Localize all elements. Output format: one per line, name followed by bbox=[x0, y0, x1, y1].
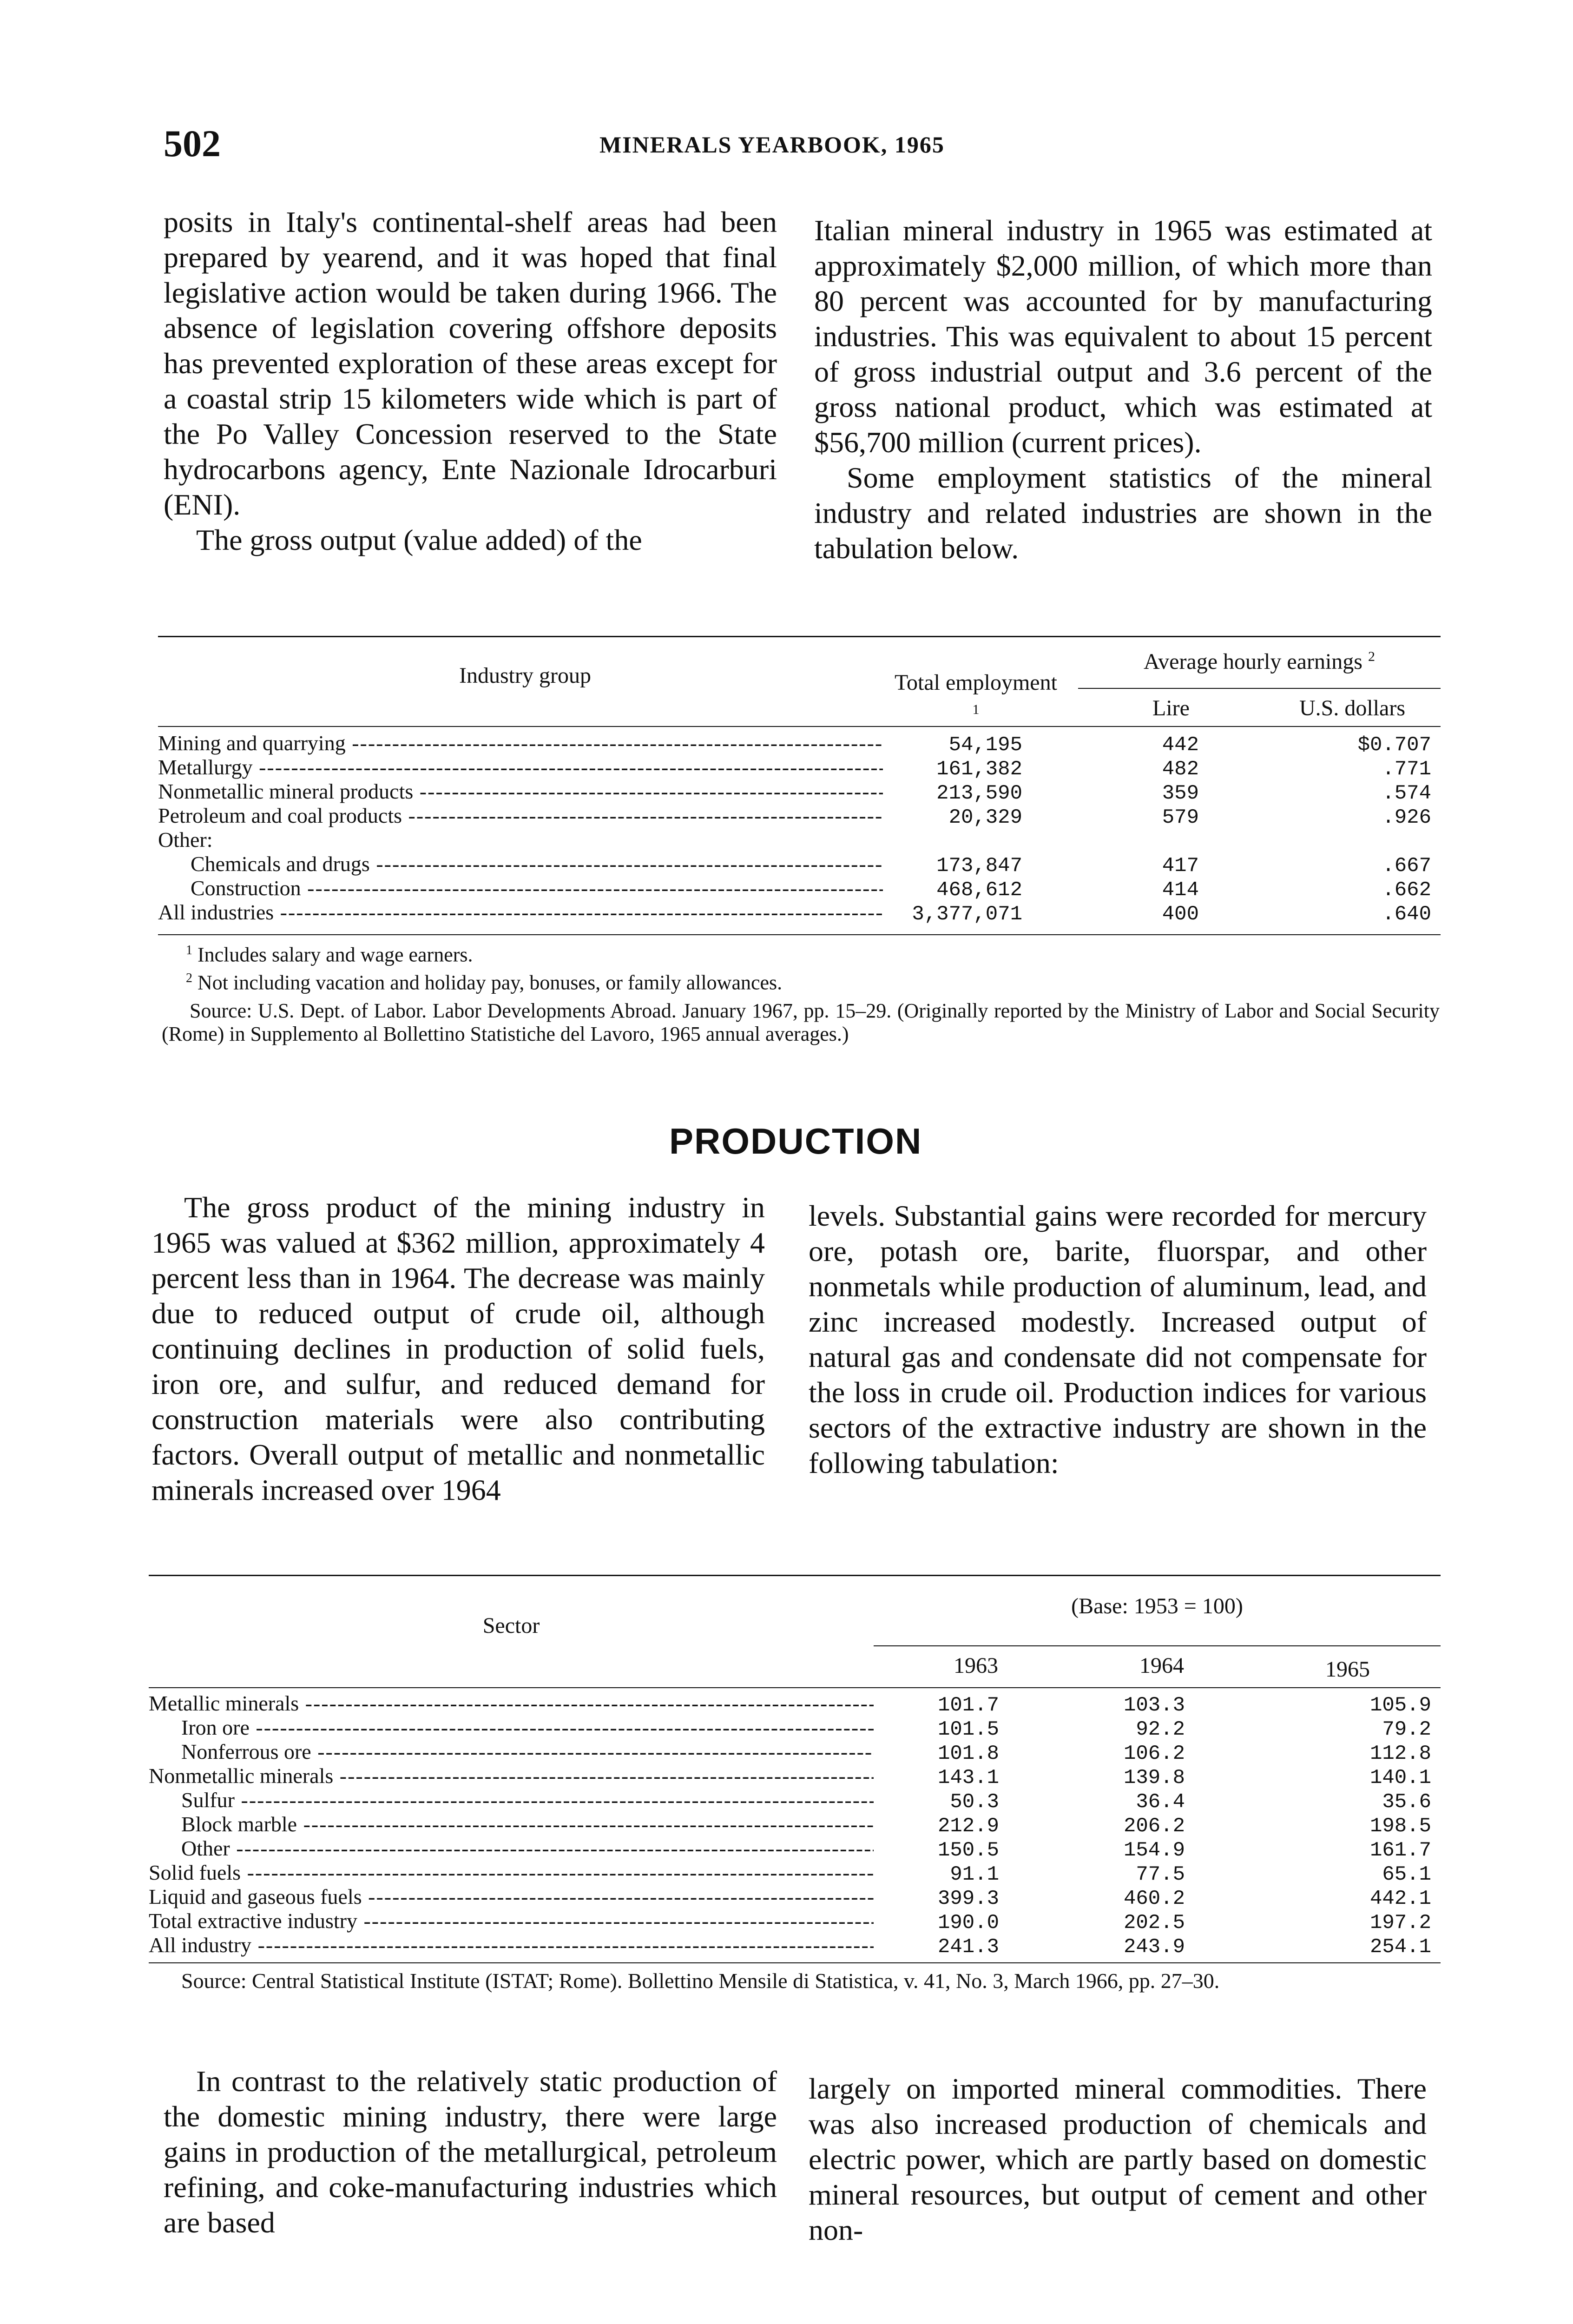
footnote-marker: 2 bbox=[1368, 649, 1375, 664]
paragraph: Italian mineral industry in 1965 was estimated at approximately $2,000 million, of which more than 80 percent was accounted for by manufacturing industries. This was equivalent to about 15 percent of gross industrial output and 3.6 percent of the gross national product, which was estimated at $56,700 million (current prices). bbox=[814, 214, 1432, 459]
table-row bbox=[149, 1860, 1441, 1884]
cell-v1965: 79.2 bbox=[1382, 1718, 1431, 1741]
table-row bbox=[149, 1884, 1441, 1908]
cell-lire: 414 bbox=[1162, 878, 1199, 902]
row-label bbox=[158, 731, 883, 755]
row-label-text: Block marble bbox=[181, 1812, 297, 1836]
employment-table-body bbox=[158, 731, 1441, 924]
row-label-text: All industry bbox=[149, 1933, 252, 1957]
page-number: 502 bbox=[164, 122, 221, 165]
cell-v1963: 241.3 bbox=[937, 1935, 999, 1959]
column-header-1963: 1963 bbox=[954, 1653, 998, 1678]
avg-hourly-label: Average hourly earnings bbox=[1144, 649, 1362, 674]
row-label bbox=[158, 827, 883, 852]
table1-source: Source: U.S. Dept. of Labor. Labor Developments Abroad. January 1967, pp. 15–29. (Originally reported by the Ministry of Labor and Social Security (Rome) in Supplemento al Bollettino Statistiche del Lavoro, 1965 annual averages.) bbox=[162, 999, 1440, 1045]
cell-v1964: 460.2 bbox=[1123, 1887, 1185, 1910]
production-right-column bbox=[809, 1198, 1427, 1481]
row-label bbox=[149, 1691, 874, 1716]
footnote-text: Includes salary and wage earners. bbox=[197, 943, 473, 966]
cell-v1964: 36.4 bbox=[1136, 1790, 1185, 1814]
table-row bbox=[149, 1763, 1441, 1788]
table-row bbox=[149, 1836, 1441, 1860]
table2-source: Source: Central Statistical Institute (ISTAT; Rome). Bollettino Mensile di Statistica, v. 41, No. 3, March 1966, pp. 27–30. bbox=[181, 1969, 1220, 1993]
row-label bbox=[158, 779, 883, 804]
top-left-column bbox=[164, 205, 777, 558]
paragraph: The gross output (value added) of the bbox=[196, 523, 642, 556]
row-label bbox=[158, 803, 883, 828]
cell-v1965: 65.1 bbox=[1382, 1863, 1431, 1886]
row-label-text: Other: bbox=[158, 828, 213, 852]
table-bottom-rule bbox=[158, 934, 1441, 935]
bottom-right-column bbox=[809, 2071, 1427, 2248]
column-header-1965: 1965 bbox=[1325, 1657, 1370, 1682]
cell-usd: .926 bbox=[1382, 806, 1431, 829]
row-label bbox=[158, 852, 883, 876]
table-row bbox=[158, 876, 1441, 900]
column-header-1964: 1964 bbox=[1139, 1653, 1184, 1678]
table1-footnotes bbox=[186, 939, 1441, 994]
row-label bbox=[149, 1812, 874, 1836]
row-label bbox=[158, 876, 883, 900]
table-row bbox=[158, 900, 1441, 924]
table-row bbox=[149, 1788, 1441, 1812]
cell-v1963: 190.0 bbox=[937, 1911, 999, 1934]
row-label bbox=[149, 1788, 874, 1812]
paragraph: The gross product of the mining industry in 1965 was valued at $362 million, approximately 4 percent less than in 1964. The decrease was mainly due to reduced output of crude oil, although continuing declines in production of solid fuels, iron ore, and sulfur, and reduced demand for construction materials were also contributing factors. Overall output of metallic and nonmetallic minerals increased over 1964 bbox=[151, 1191, 765, 1506]
cell-v1965: 254.1 bbox=[1369, 1935, 1431, 1959]
row-label-text: Liquid and gaseous fuels bbox=[149, 1885, 362, 1908]
footnote-2: $^2$ Not including vacation and holiday pay, bonuses, or family allowances. bbox=[186, 971, 783, 994]
paragraph: posits in Italy's continental-shelf areas had been prepared by yearend, and it was hoped that final legislative action would be taken during 1966. The absence of legislation covering offshore deposits has prevented exploration of these areas except for a coastal strip 15 kilometers wide which is part of the Po Valley Concession reserved to the State hydrocarbons agency, Ente Nazionale Idrocarburi (ENI). bbox=[164, 205, 777, 521]
cell-v1964: 106.2 bbox=[1123, 1742, 1185, 1765]
row-label bbox=[149, 1884, 874, 1909]
table2-bottom-rule bbox=[149, 1962, 1441, 1963]
table-row bbox=[149, 1812, 1441, 1836]
cell-v1965: 161.7 bbox=[1369, 1839, 1431, 1862]
row-label bbox=[158, 755, 883, 779]
cell-employment: 468,612 bbox=[936, 878, 1022, 902]
production-left-column bbox=[151, 1190, 765, 1508]
footnote-1: $^1$ Includes salary and wage earners. bbox=[186, 943, 473, 966]
row-label bbox=[149, 1715, 874, 1740]
running-title: MINERALS YEARBOOK, 1965 bbox=[599, 132, 945, 158]
row-label bbox=[149, 1739, 874, 1764]
row-label-text: Chemicals and drugs bbox=[191, 852, 370, 876]
footnote-marker: 1 bbox=[972, 702, 980, 717]
table-row bbox=[149, 1739, 1441, 1763]
column-header-base: (Base: 1953 = 100) bbox=[1071, 1594, 1243, 1618]
cell-v1963: 101.8 bbox=[937, 1742, 999, 1765]
row-label-text: Petroleum and coal products bbox=[158, 804, 402, 827]
cell-v1964: 77.5 bbox=[1136, 1863, 1185, 1886]
table-row bbox=[158, 779, 1441, 803]
table-row bbox=[158, 803, 1441, 827]
cell-v1965: 35.6 bbox=[1382, 1790, 1431, 1814]
row-label-text: All industries bbox=[158, 900, 274, 924]
row-label bbox=[149, 1933, 874, 1957]
paragraph: In contrast to the relatively static production of the domestic mining industry, there were large gains in production of the metallurgical, petroleum refining, and coke-manufacturing industries which are based bbox=[164, 2065, 777, 2239]
column-header-avg-hourly bbox=[1078, 649, 1441, 674]
cell-employment: 3,377,071 bbox=[912, 903, 1022, 926]
production-table-body bbox=[149, 1691, 1441, 1957]
cell-v1964: 92.2 bbox=[1136, 1718, 1185, 1741]
cell-usd: .771 bbox=[1382, 758, 1431, 781]
cell-v1963: 50.3 bbox=[950, 1790, 999, 1814]
row-label-text: Total extractive industry bbox=[149, 1909, 357, 1933]
employment-table-header bbox=[158, 636, 1441, 729]
column-header-lire: Lire bbox=[1152, 696, 1190, 720]
spanner-rule bbox=[1078, 688, 1441, 689]
row-label bbox=[149, 1836, 874, 1861]
column-header-total-employment bbox=[883, 669, 1069, 728]
table-row bbox=[149, 1933, 1441, 1957]
cell-usd: .640 bbox=[1382, 903, 1431, 926]
table-row bbox=[158, 827, 1441, 852]
table-row bbox=[149, 1715, 1441, 1739]
row-label-text: Sulfur bbox=[181, 1788, 235, 1812]
cell-v1964: 103.3 bbox=[1123, 1694, 1185, 1717]
cell-v1964: 139.8 bbox=[1123, 1766, 1185, 1789]
table-row bbox=[158, 852, 1441, 876]
cell-v1964: 202.5 bbox=[1123, 1911, 1185, 1934]
cell-v1965: 105.9 bbox=[1369, 1694, 1431, 1717]
row-label bbox=[149, 1763, 874, 1788]
row-label-text: Metallic minerals bbox=[149, 1691, 299, 1715]
cell-v1965: 198.5 bbox=[1369, 1815, 1431, 1838]
row-label-text: Solid fuels bbox=[149, 1861, 241, 1884]
cell-employment: 161,382 bbox=[936, 758, 1022, 781]
row-label bbox=[149, 1860, 874, 1885]
cell-v1963: 212.9 bbox=[937, 1815, 999, 1838]
cell-v1965: 197.2 bbox=[1369, 1911, 1431, 1934]
table-row bbox=[158, 755, 1441, 779]
row-label-text: Mining and quarrying bbox=[158, 731, 346, 755]
row-label bbox=[158, 900, 883, 924]
cell-lire: 579 bbox=[1162, 806, 1199, 829]
cell-v1963: 399.3 bbox=[937, 1887, 999, 1910]
cell-v1963: 143.1 bbox=[937, 1766, 999, 1789]
column-header-industry-group: Industry group bbox=[459, 663, 591, 688]
table-row bbox=[158, 731, 1441, 755]
cell-employment: 20,329 bbox=[948, 806, 1022, 829]
cell-lire: 359 bbox=[1162, 782, 1199, 805]
row-label-text: Construction bbox=[191, 876, 301, 900]
column-header-usd: U.S. dollars bbox=[1299, 696, 1405, 720]
cell-employment: 213,590 bbox=[936, 782, 1022, 805]
paragraph: Some employment statistics of the mineral industry and related industries are shown in the tabulation below. bbox=[814, 461, 1432, 565]
cell-v1963: 150.5 bbox=[937, 1839, 999, 1862]
paragraph: levels. Substantial gains were recorded for mercury ore, potash ore, barite, fluorspar, and other nonmetals while production of aluminum, lead, and zinc increased modestly. Increased output of natural gas and condensate did not compensate for the loss in crude oil. Production indices for various sectors of the extractive industry are shown in the following tabulation: bbox=[809, 1199, 1427, 1479]
cell-v1963: 91.1 bbox=[950, 1863, 999, 1886]
header-bottom-rule bbox=[158, 726, 1441, 727]
top-right-column bbox=[814, 213, 1432, 566]
cell-usd: .574 bbox=[1382, 782, 1431, 805]
cell-v1965: 112.8 bbox=[1369, 1742, 1431, 1765]
row-label-text: Nonmetallic minerals bbox=[149, 1764, 334, 1788]
cell-v1963: 101.5 bbox=[937, 1718, 999, 1741]
bottom-left-column bbox=[164, 2064, 777, 2240]
cell-usd: $0.707 bbox=[1357, 733, 1431, 757]
cell-employment: 54,195 bbox=[948, 733, 1022, 757]
cell-lire: 417 bbox=[1162, 854, 1199, 878]
cell-v1964: 206.2 bbox=[1123, 1815, 1185, 1838]
table-row bbox=[149, 1908, 1441, 1933]
row-label-text: Nonferrous ore bbox=[181, 1740, 311, 1763]
cell-lire: 442 bbox=[1162, 733, 1199, 757]
footnote-text: Not including vacation and holiday pay, bonuses, or family allowances. bbox=[197, 971, 783, 994]
cell-v1964: 243.9 bbox=[1123, 1935, 1185, 1959]
row-label-text: Nonmetallic mineral products bbox=[158, 779, 414, 803]
cell-usd: .667 bbox=[1382, 854, 1431, 878]
cell-v1965: 442.1 bbox=[1369, 1887, 1431, 1910]
cell-v1963: 101.7 bbox=[937, 1694, 999, 1717]
cell-employment: 173,847 bbox=[936, 854, 1022, 878]
table-row bbox=[149, 1691, 1441, 1715]
cell-v1964: 154.9 bbox=[1123, 1839, 1185, 1862]
production-table-header bbox=[149, 1575, 1441, 1686]
spanner-rule bbox=[874, 1645, 1441, 1646]
cell-v1965: 140.1 bbox=[1369, 1766, 1431, 1789]
section-heading-production: PRODUCTION bbox=[669, 1121, 922, 1162]
cell-usd: .662 bbox=[1382, 878, 1431, 902]
column-header-sector: Sector bbox=[482, 1613, 540, 1638]
paragraph: largely on imported mineral commodities. There was also increased production of chemicals and electric power, which are partly based on domestic mineral resources, but output of cement and other non- bbox=[809, 2072, 1427, 2246]
row-label bbox=[149, 1908, 874, 1933]
header-bottom-rule bbox=[149, 1687, 1441, 1688]
cell-lire: 400 bbox=[1162, 903, 1199, 926]
total-employment-label: Total employment bbox=[895, 670, 1057, 695]
row-label-text: Metallurgy bbox=[158, 755, 253, 779]
row-label-text: Iron ore bbox=[181, 1716, 250, 1739]
cell-lire: 482 bbox=[1162, 758, 1199, 781]
row-label-text: Other bbox=[181, 1836, 230, 1860]
